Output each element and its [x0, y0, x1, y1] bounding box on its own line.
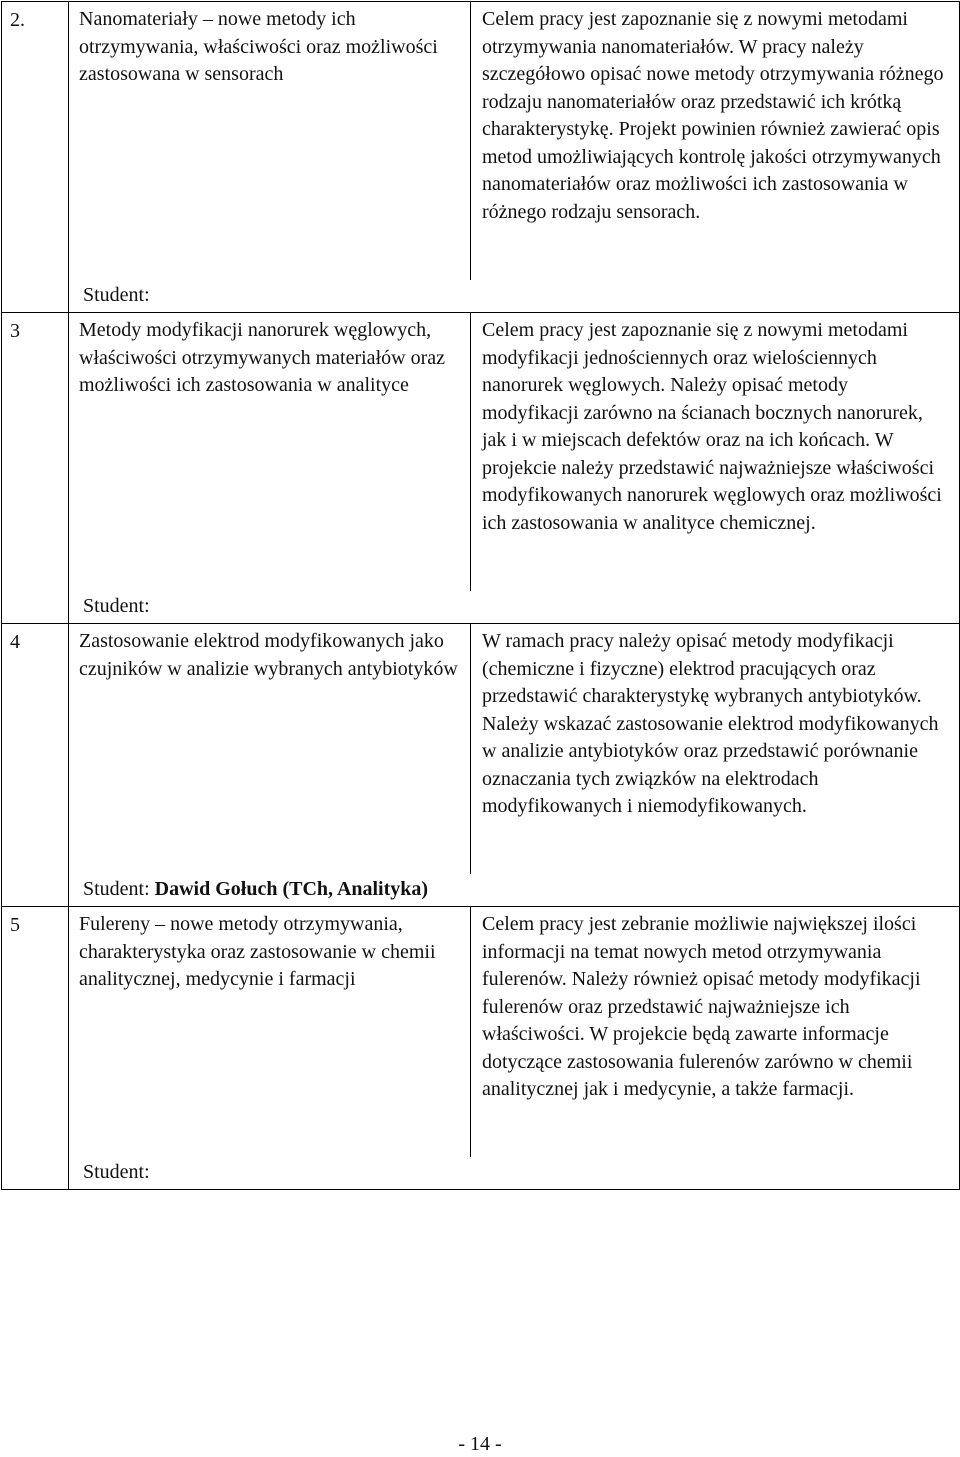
student-label: Student: [83, 1161, 150, 1183]
table-row [2, 312, 959, 623]
table-row [2, 906, 959, 1189]
topic-title: Nanomateriały – nowe metody ich otrzymywania, właściwości oraz możliwości zastosowana w sensorach [69, 2, 471, 280]
topic-title: Zastosowanie elektrod modyfikowanych jako czujników w analizie wybranych antybiotyków [69, 624, 471, 874]
topic-description: Celem pracy jest zebranie możliwie największej ilości informacji na temat nowych metod otrzymywania fulerenów. Należy również opisać metody modyfikacji fulerenów oraz przedstawić najważniejsze ich właściwości. W projekcie będą zawarte informacje dotyczące zastosowania fulerenów zarówno w chemii analitycznej jak i medycynie, a także farmacji. [482, 913, 921, 1100]
student-line [69, 280, 959, 312]
student-line [69, 874, 959, 906]
topic-title: Fulereny – nowe metody otrzymywania, charakterystyka oraz zastosowanie w chemii analitycznej, medycynie i farmacji [69, 907, 471, 1157]
topic-description: Celem pracy jest zapoznanie się z nowymi metodami otrzymywania nanomateriałów. W pracy należy szczegółowo opisać nowe metody otrzymywania różnego rodzaju nanomateriałów oraz przedstawić ich krótką charakterystykę. Projekt powinien również zawierać opis metod umożliwiających kontrolę jakości otrzymywanych nanomateriałów oraz możliwości ich zastosowania w różnego rodzaju sensorach. [482, 8, 944, 223]
row-number: 4 [2, 624, 69, 906]
page-number: - 14 - [458, 1433, 502, 1455]
topic-title: Metody modyfikacji nanorurek węglowych, właściwości otrzymywanych materiałów oraz możliwości ich zastosowania w analityce [69, 313, 471, 591]
row-number: 5 [2, 907, 69, 1189]
row-content [69, 624, 959, 906]
table-row [2, 2, 959, 312]
student-label: Student: [83, 595, 150, 617]
row-number: 3 [2, 313, 69, 623]
student-name: Dawid Gołuch (TCh, Analityka) [154, 878, 429, 900]
student-label: Student: [83, 284, 150, 306]
topics-table [1, 1, 960, 1190]
topic-description: W ramach pracy należy opisać metody modyfikacji (chemiczne i fizyczne) elektrod pracujących oraz przedstawić charakterystykę wybranych antybiotyków. Należy wskazać zastosowanie elektrod modyfikowanych w analizie antybiotyków oraz przedstawić porównanie oznaczania tych związków na elektrodach modyfikowanych i niemodyfikowanych. [482, 630, 939, 817]
table-row [2, 623, 959, 906]
row-number: 2. [2, 2, 69, 312]
student-label: Student: [83, 878, 150, 900]
topic-description: Celem pracy jest zapoznanie się z nowymi metodami modyfikacji jednościennych oraz wielościennych nanorurek węglowych. Należy opisać metody modyfikacji zarówno na ścianach bocznych nanorurek, jak i w miejscach defektów oraz na ich końcach. W projekcie należy przedstawić najważniejsze właściwości modyfikowanych nanorurek węglowych oraz możliwości ich zastosowania w analityce chemicznej. [482, 319, 942, 534]
student-line [69, 591, 959, 623]
row-content [69, 313, 959, 623]
student-line [69, 1157, 959, 1189]
row-content [69, 907, 959, 1189]
row-content [69, 2, 959, 312]
